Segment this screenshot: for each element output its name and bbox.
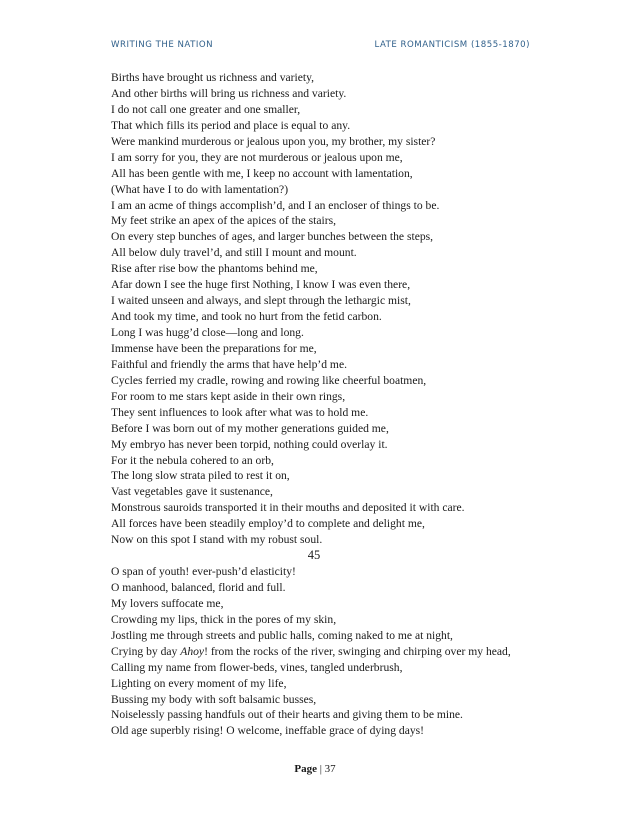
page-number: 37 bbox=[324, 763, 336, 775]
poem-line: Immense have been the preparations for me, bbox=[111, 341, 317, 355]
poem-line: Afar down I see the huge first Nothing, I know I was even there, bbox=[111, 278, 411, 292]
header-book-title: WRITING THE NATION bbox=[111, 40, 214, 50]
poem-line: Now on this spot I stand with my robust soul. bbox=[111, 533, 323, 547]
poem-line: Lighting on every moment of my life, bbox=[111, 676, 287, 690]
poem-line: On every step bunches of ages, and larger bunches between the steps, bbox=[111, 230, 434, 244]
poem-line: For room to me stars kept aside in their own rings, bbox=[111, 389, 346, 403]
poem-line: They sent influences to look after what was to hold me. bbox=[111, 405, 369, 419]
poem-line: All below duly travel’d, and still I mount and mount. bbox=[111, 246, 357, 260]
poem-line: Cycles ferried my cradle, rowing and rowing like cheerful boatmen, bbox=[111, 373, 427, 387]
poem-line: Jostling me through streets and public halls, coming naked to me at night, bbox=[111, 628, 453, 642]
poem-line: And other births will bring us richness and variety. bbox=[111, 86, 347, 100]
poem-line: Were mankind murderous or jealous upon you, my brother, my sister? bbox=[111, 134, 436, 148]
running-header bbox=[111, 40, 530, 54]
poem-line: That which fills its period and place is equal to any. bbox=[111, 118, 351, 132]
page-label: Page bbox=[294, 763, 317, 775]
poem-line-start: Crying by day bbox=[111, 644, 181, 658]
poem-line: All has been gentle with me, I keep no account with lamentation, bbox=[111, 166, 413, 180]
poem-line: Noiselessly passing handfuls out of their hearts and giving them to be mine. bbox=[111, 708, 463, 722]
poem-line: O span of youth! ever-push’d elasticity! bbox=[111, 565, 296, 578]
poem-stanza-44-continued bbox=[111, 70, 531, 548]
poem-line: Before I was born out of my mother generations guided me, bbox=[111, 421, 389, 435]
poem-line bbox=[111, 644, 531, 660]
poem-line: Vast vegetables gave it sustenance, bbox=[111, 485, 273, 499]
poem-line: Births have brought us richness and variety, bbox=[111, 71, 315, 84]
poem-line: My feet strike an apex of the apices of the stairs, bbox=[111, 214, 337, 228]
poem-line: I waited unseen and always, and slept through the lethargic mist, bbox=[111, 294, 411, 308]
poem-line: Calling my name from flower-beds, vines, tangled underbrush, bbox=[111, 660, 403, 674]
poem-line: I do not call one greater and one smaller, bbox=[111, 102, 301, 116]
poem-line: Old age superbly rising! O welcome, ineffable grace of dying days! bbox=[111, 724, 425, 738]
poem-line: Rise after rise bow the phantoms behind me, bbox=[111, 262, 318, 276]
ahoy-emphasis: Ahoy bbox=[180, 644, 205, 658]
poem-line: For it the nebula cohered to an orb, bbox=[111, 453, 274, 467]
header-chapter-title: LATE ROMANTICISM (1855-1870) bbox=[374, 40, 530, 50]
poem-line: (What have I to do with lamentation?) bbox=[111, 182, 289, 196]
poem-line: My embryo has never been torpid, nothing could overlay it. bbox=[111, 437, 388, 451]
poem-line: Crowding my lips, thick in the pores of my skin, bbox=[111, 612, 337, 626]
poem-line: O manhood, balanced, florid and full. bbox=[111, 580, 286, 594]
page-separator: | bbox=[319, 763, 322, 775]
poem-line: Faithful and friendly the arms that have help’d me. bbox=[111, 357, 347, 371]
poem-line: Monstrous sauroids transported it in their mouths and deposited it with care. bbox=[111, 501, 465, 515]
section-number: 45 bbox=[307, 548, 321, 562]
poem-line: Bussing my body with soft balsamic busses, bbox=[111, 692, 317, 706]
poem-line: The long slow strata piled to rest it on, bbox=[111, 469, 290, 483]
poem-stanza-45 bbox=[111, 564, 531, 739]
poem-line: All forces have been steadily employ’d to complete and delight me, bbox=[111, 517, 425, 531]
poem-line: I am sorry for you, they are not murderous or jealous upon me, bbox=[111, 150, 403, 164]
page-footer bbox=[0, 762, 630, 776]
poem-line: And took my time, and took no hurt from the fetid carbon. bbox=[111, 310, 382, 324]
poem-line: My lovers suffocate me, bbox=[111, 596, 224, 610]
poem-line: Long I was hugg’d close—long and long. bbox=[111, 326, 304, 339]
poem-line-end: ! from the rocks of the river, swinging and chirping over my head, bbox=[204, 644, 511, 658]
poem-line: I am an acme of things accomplish’d, and I an encloser of things to be. bbox=[111, 198, 440, 212]
